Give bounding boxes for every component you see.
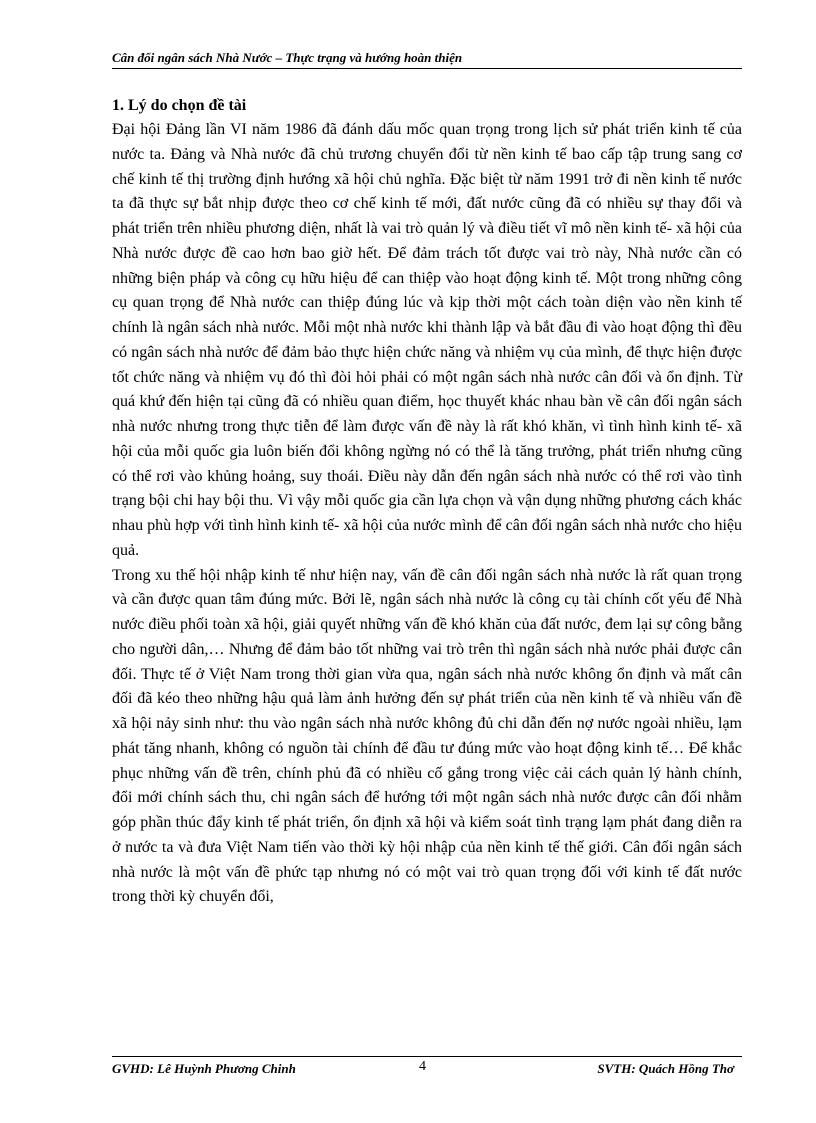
paragraph-2: Trong xu thế hội nhập kinh tế như hiện nay, vấn đề cân đối ngân sách nhà nước là rất quan trọng và cần được quan tâm đúng mức. Bởi lẽ, ngân sách nhà nước là công cụ tài chính cốt yếu để Nhà nước điều phối toàn xã hội, giải quyết những vấn đề khó khăn của đất nước, đem lại sự công bằng cho người dân,… Nhưng để đảm bảo tốt những vai trò trên thì ngân sách nhà nước phải được cân đối. Thực tế ở Việt Nam trong thời gian vừa qua, ngân sách nhà nước không ổn định và mất cân đối đã kéo theo những hậu quả làm ảnh hưởng đến sự phát triển của nền kinh tế và nhiều vấn đề xã hội nảy sinh như: thu vào ngân sách nhà nước không đủ chi dẫn đến nợ nước ngoài nhiều, lạm phát tăng nhanh, không có nguồn tài chính để đầu tư đúng mức vào hoạt động kinh tế… Để khắc phục những vấn đề trên, chính phủ đã có nhiều cố gắng trong việc cải cách quản lý hành chính, đổi mới chính sách thu, chi ngân sách để hướng tới một ngân sách nhà nước được cân đối nhằm góp phần thúc đẩy kinh tế phát triển, ổn định xã hội và kiểm soát tình trạng lạm phát đang diễn ra ở nước ta và đưa Việt Nam tiến vào thời kỳ hội nhập của nền kinh tế thế giới. Cân đối ngân sách nhà nước là một vấn đề phức tạp nhưng nó có một vai trò quan trọng đối với kinh tế đất nước trong thời kỳ chuyển đổi, bbox=[112, 566, 742, 906]
page-header bbox=[112, 50, 742, 66]
header-divider bbox=[112, 68, 742, 69]
footer-supervisor: GVHD: Lê Huỳnh Phương Chinh bbox=[112, 1061, 296, 1076]
header-title: Cân đối ngân sách Nhà Nước – Thực trạng và hướng hoàn thiện bbox=[112, 50, 463, 65]
section-heading: 1. Lý do chọn đề tài bbox=[112, 97, 247, 114]
page-number: 4 bbox=[419, 1059, 426, 1074]
main-content bbox=[112, 94, 742, 910]
footer-divider bbox=[112, 1056, 742, 1057]
paragraph-1: Đại hội Đảng lần VI năm 1986 đã đánh dấu mốc quan trọng trong lịch sử phát triển kinh tế của nước ta. Đảng và Nhà nước đã chủ trương chuyển đổi từ nền kinh tế bao cấp tập trung sang cơ chế kinh tế thị trường định hướng xã hội chủ nghĩa. Đặc biệt từ năm 1991 trở đi nền kinh tế nước ta đã thực sự bắt nhịp được theo cơ chế kinh tế mới, đất nước cũng đã có nhiều sự thay đổi và phát triển trên nhiều phương diện, nhất là vai trò quản lý và điều tiết vĩ mô nền kinh tế- xã hội của Nhà nước được đề cao hơn bao giờ hết. Để đảm trách tốt được vai trò này, Nhà nước cần có những biện pháp và công cụ hữu hiệu để can thiệp vào hoạt động kinh tế. Một trong những công cụ quan trọng để Nhà nước can thiệp đúng lúc và kịp thời một cách toàn diện vào nền kinh tế chính là ngân sách nhà nước. Mỗi một nhà nước khi thành lập và bắt đầu đi vào hoạt động thì đều có ngân sách nhà nước để đảm bảo thực hiện chức năng và nhiệm vụ của mình, để thực hiện được tốt chức năng và nhiệm vụ đó thì đòi hỏi phải có một ngân sách nhà nước cân đối và ổn định. Từ quá khứ đến hiện tại cũng đã có nhiều quan điểm, học thuyết khác nhau bàn về cân đối ngân sách nhà nước nhưng trong thực tiễn để làm được vấn đề này là rất khó khăn, vì tình hình kinh tế- xã hội của mỗi quốc gia luôn biến đổi không ngừng nó có thể là tăng trưởng, phát triển nhưng cũng có thể rơi vào khủng hoảng, suy thoái. Điều này dẫn đến ngân sách nhà nước có thể rơi vào tình trạng bội chi hay bội thu. Vì vậy mỗi quốc gia cần lựa chọn và vận dụng những phương cách khác nhau phù hợp với tình hình kinh tế- xã hội của nước mình để cân đối ngân sách nhà nước cho hiệu quả. bbox=[112, 121, 742, 559]
footer-student: SVTH: Quách Hồng Thơ bbox=[597, 1061, 734, 1076]
page-footer bbox=[112, 1061, 742, 1081]
